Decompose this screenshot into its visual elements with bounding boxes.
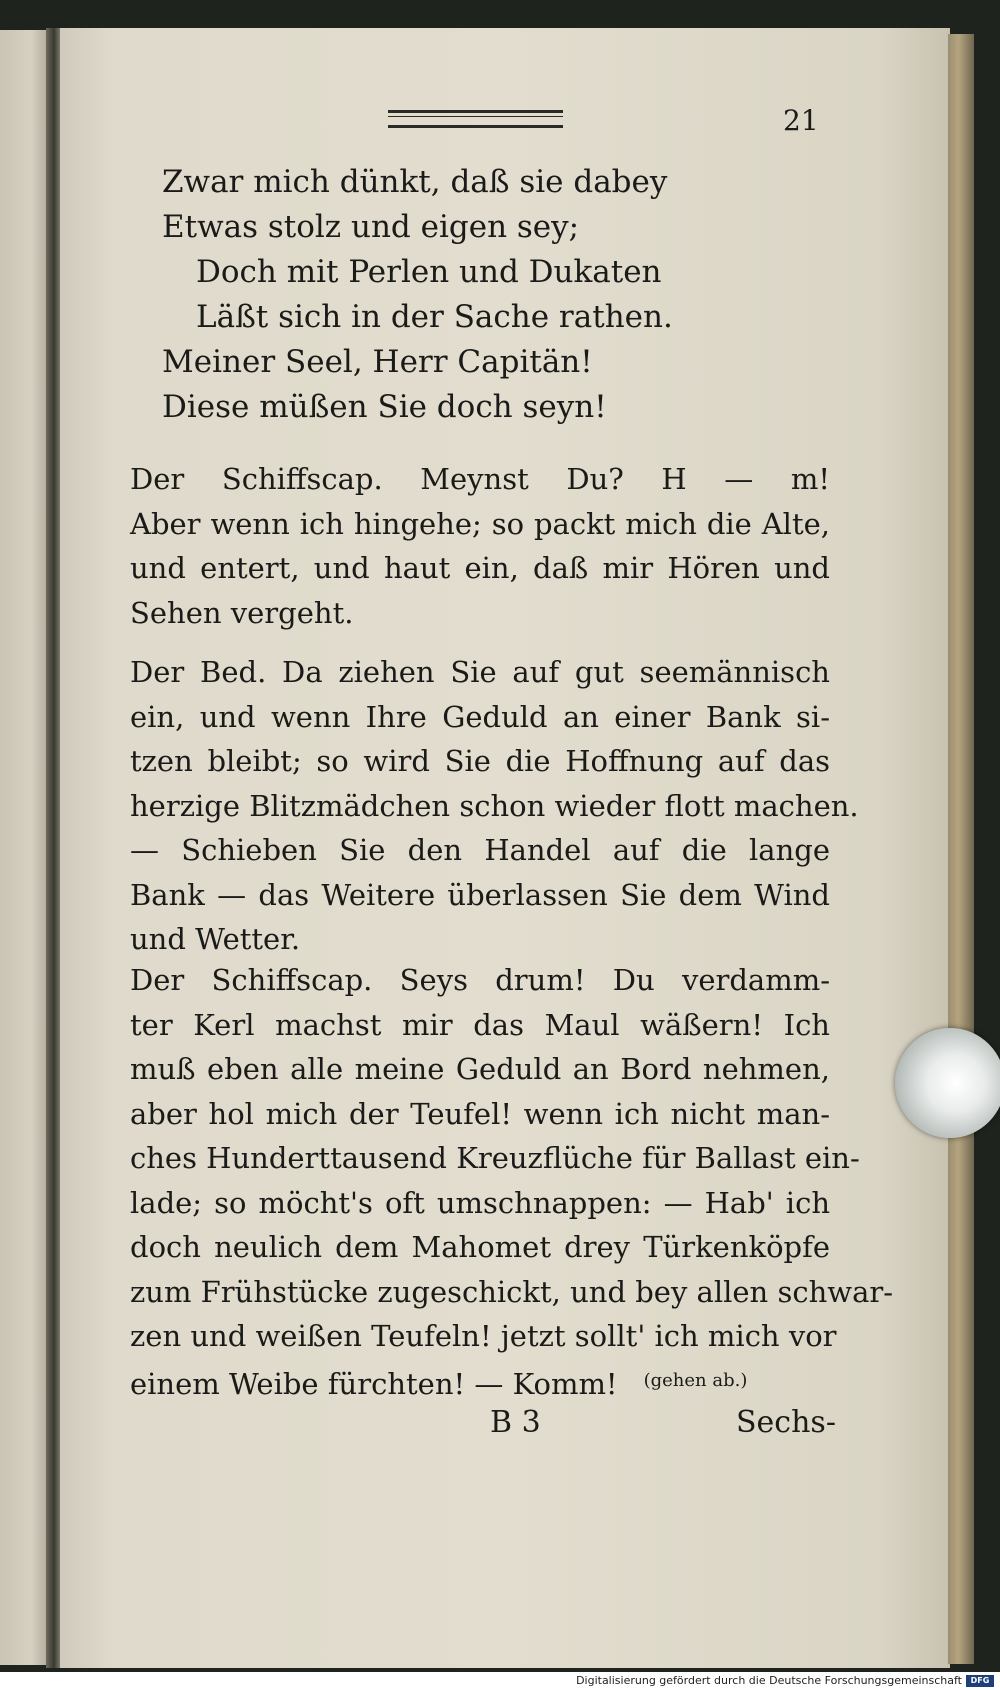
signature-mark: B 3 <box>490 1405 541 1440</box>
verse-block <box>162 160 862 430</box>
header-ornament-rule <box>388 110 563 128</box>
text-line: Der Bed. Da ziehen Sie auf gut seemännisch <box>130 655 830 689</box>
verse-line: Zwar mich dünkt, daß sie dabey <box>162 164 668 200</box>
text-line: Sehen vergeht. <box>130 595 354 630</box>
text-line: tzen bleibt; so wird Sie die Hoffnung auf das <box>130 744 830 778</box>
text-line: ein, und wenn Ihre Geduld an einer Bank si- <box>130 699 830 734</box>
dfg-logo-icon: DFG <box>966 1675 994 1687</box>
verse-line: Doch mit Perlen und Dukaten <box>196 254 662 290</box>
page-edge <box>948 34 974 1664</box>
text-line: ter Kerl machst mir das Maul wäßern! Ich <box>130 1007 830 1042</box>
text-line: ches Hunderttausend Kreuzflüche für Ballast ein- <box>130 1141 860 1175</box>
verse-line: Läßt sich in der Sache rathen. <box>196 299 673 335</box>
text-line: zen und weißen Teufeln! jetzt sollt' ich mich vor <box>130 1319 837 1353</box>
text-line: doch neulich dem Mahomet drey Türkenköpfe <box>130 1230 830 1264</box>
text-line: Der Schiffscap. Meynst Du? H — m! <box>130 462 830 496</box>
verse-line: Diese müßen Sie doch seyn! <box>162 389 607 425</box>
dialogue-paragraph-2 <box>130 650 859 962</box>
footer-text: Digitalisierung gefördert durch die Deutsche Forschungsgemeinschaft <box>576 1674 962 1687</box>
glass-clip-icon <box>895 1028 1000 1138</box>
text-line: aber hol mich der Teufel! wenn ich nicht man- <box>130 1096 830 1131</box>
catchword: Sechs- <box>736 1405 836 1440</box>
verse-line: Meiner Seel, Herr Capitän! <box>162 344 593 380</box>
text-line: — Schieben Sie den Handel auf die lange <box>130 833 830 867</box>
text-line: Aber wenn ich hingehe; so packt mich die Alte, <box>130 506 830 541</box>
text-line-final <box>130 1359 830 1404</box>
text-line: und Wetter. <box>130 922 301 956</box>
dialogue-paragraph-1 <box>130 457 830 635</box>
text-line: einem Weibe fürchten! — Komm! <box>130 1366 618 1401</box>
left-page-edge <box>0 30 52 1665</box>
dialogue-paragraph-3 <box>130 958 894 1403</box>
text-line: Bank — das Weitere überlassen Sie dem Wind <box>130 877 830 912</box>
page-number: 21 <box>783 104 819 137</box>
text-line: und entert, und haut ein, daß mir Hören und <box>130 551 830 585</box>
text-line: zum Frühstücke zugeschickt, und bey allen schwar- <box>130 1274 894 1309</box>
text-line: lade; so möcht's oft umschnappen: — Hab' ich <box>130 1185 830 1220</box>
digitization-footer <box>0 1672 1000 1690</box>
stage-direction: (gehen ab.) <box>643 1369 748 1391</box>
text-line: herzige Blitzmädchen schon wieder flott machen. <box>130 788 859 823</box>
verse-line: Etwas stolz und eigen sey; <box>162 209 580 245</box>
text-line: muß eben alle meine Geduld an Bord nehmen, <box>130 1052 830 1086</box>
text-line: Der Schiffscap. Seys drum! Du verdamm- <box>130 963 830 997</box>
